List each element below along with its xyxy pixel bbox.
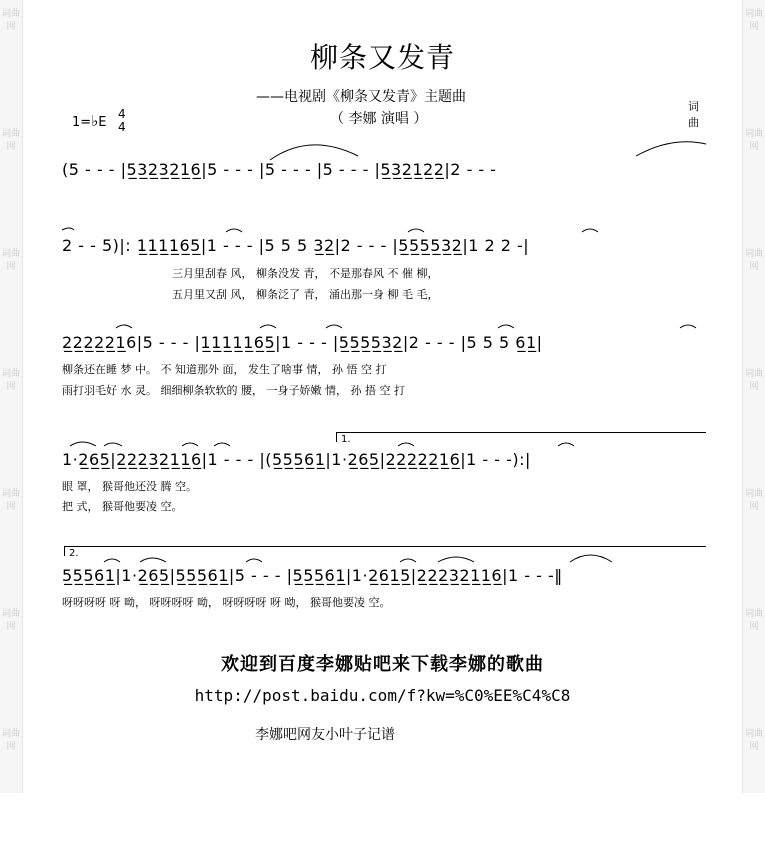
- source-url: http://post.baidu.com/f?kw=%C0%EE%C4%C8: [194, 686, 571, 705]
- song-title: 柳条又发青: [309, 41, 455, 74]
- song-subtitle: ——电视剧《柳条又发青》主题曲: [256, 89, 466, 105]
- right-watermark: 词曲网 词曲网 词曲网 词曲网 词曲网 词曲网 词曲网: [744, 9, 763, 752]
- lyrics-line-2-verse-1: 三月里刮春 风， 柳条没发 青， 不是那春风 不 催 柳，: [172, 267, 439, 280]
- transcriber-credit: 李娜吧网友小叶子记谱: [255, 727, 395, 743]
- score-line-5: 5̲5̲5̲6̲1̲|1·2̲6̲5̲|5̲5̲5̲6̲1̲|5 - - - |5̲5̲5̲6̲1̲|1·2̲6̲1̲5̲|2̲2̲2̲3̲2̲1̲1̲6̲|1 - - -‖: [62, 566, 563, 585]
- score-line-1: (5 - - - |5̲3̲2̲3̲2̲1̲6̲|5 - - - |5 - - - |5 - - - |5̲3̲2̲1̲2̲2̲|2 - - -: [62, 160, 497, 179]
- volta-2-label: 2.: [69, 548, 79, 559]
- lyrics-line-4-verse-1: 眼 罩， 猴哥他还没 腾 空。: [62, 480, 197, 493]
- singer-credit: （ 李娜 演唱 ）: [330, 111, 428, 127]
- key-signature: 1=♭E: [72, 112, 107, 130]
- lyrics-line-5: 呀呀呀呀 呀 呦， 呀呀呀呀 呦， 呀呀呀呀 呀 呦， 猴哥他要凌 空。: [62, 596, 391, 609]
- lyrics-line-2-verse-2: 五月里又刮 风， 柳条泛了 青， 涌出那一身 柳 毛 毛，: [172, 288, 439, 301]
- flat-symbol: ♭: [91, 112, 99, 130]
- lyricist-label: 词: [688, 100, 699, 113]
- lyrics-line-3-verse-1: 柳条还在睡 梦 中。 不 知道那外 面， 发生了啥事 情， 孙 悟 空 打: [62, 363, 387, 376]
- lyrics-line-4-verse-2: 把 式， 猴哥他要凌 空。: [62, 500, 183, 513]
- composer-label: 曲: [688, 116, 699, 129]
- time-signature: 4 4: [118, 107, 126, 134]
- score-line-2: 2 - - 5)|: 1̲1̲1̲1̲6̲5̲|1 - - - |5 5 5 3̲2̲|2 - - - |5̲5̲5̲5̲3̲2̲|1 2 2 -|: [62, 236, 530, 255]
- score-line-4: 1·2̲6̲5̲|2̲2̲2̲3̲2̲1̲1̲6̲|1 - - - |(5̲5̲5̲6̲1̲|1·2̲6̲5̲|2̲2̲2̲2̲2̲1̲6̲|1 - - -):|: [62, 450, 531, 469]
- left-watermark: 词曲网 词曲网 词曲网 词曲网 词曲网 词曲网 词曲网: [1, 9, 20, 752]
- volta-1-label: 1.: [341, 434, 351, 445]
- promo-text: 欢迎到百度李娜贴吧来下载李娜的歌曲: [221, 654, 544, 675]
- score-line-3: 2̲2̲2̲2̲2̲1̲6|5 - - - |1̲1̲1̲1̲1̲6̲5̲|1 - - - |5̲5̲5̲5̲3̲2̲|2 - - - |5 5 5 6̲1̲|: [62, 333, 543, 352]
- lyrics-line-3-verse-2: 雨打羽毛好 水 灵。 细细柳条软软的 腰， 一身子娇嫩 情， 孙 捂 空 打: [62, 384, 405, 397]
